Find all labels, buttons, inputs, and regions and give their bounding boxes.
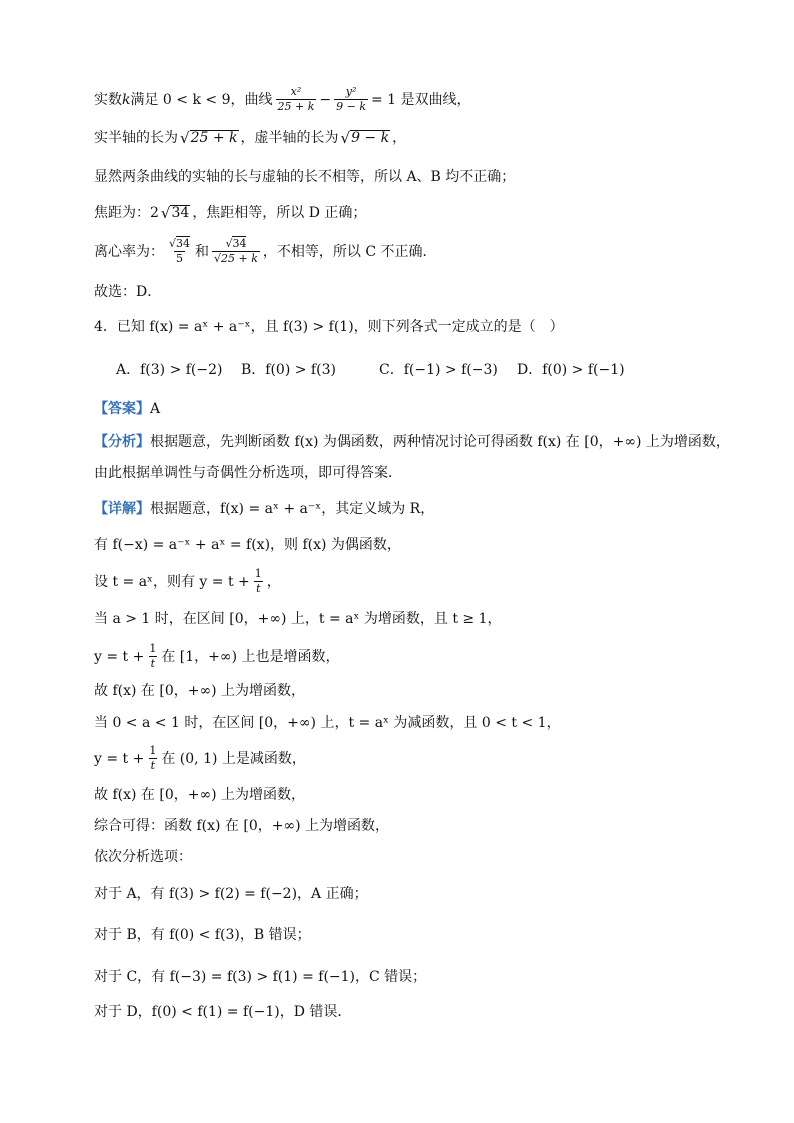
fraction-denominator: √25 + k [214,252,258,266]
detail-line-11 [94,850,192,864]
detail-line-15 [94,1005,351,1019]
detail-text: y = t + [94,648,145,665]
fraction-numerator: √34 [225,237,247,250]
fraction [253,568,264,595]
fraction-denominator: 5 [176,252,183,266]
radicand: 25 + k [190,130,238,146]
analysis-line-2 [94,466,402,480]
text: − [319,91,332,108]
text: 故选：D． [94,284,162,300]
option-d[interactable]: D．f(0) > f(−1) [517,362,625,378]
fraction [167,238,192,265]
detail-text: 当 0 < a < 1 时，在区间 [0，+∞) 上，t = aˣ 为减函数，且 0 < t < 1， [94,715,561,731]
detail-text: 对于 D，f(0) < f(1) = f(−1)，D 错误． [94,1004,352,1020]
detail-text: 故 f(x) 在 [0，+∞) 上为增函数， [94,787,306,803]
text: ，不相等，所以 C 不正确． [262,243,437,260]
text: 实半轴的长为 [94,130,178,147]
detail-line-13 [94,928,311,942]
line-axes-compare [94,170,515,184]
detail-line-5 [94,643,339,670]
detail-text: 对于 C，有 f(−3) = f(3) > f(1) = f(−1)，C 错误； [94,969,427,985]
detail-line-10 [94,819,389,833]
line-focal-distance [94,205,366,221]
detail-text: 对于 B，有 f(0) < f(3)，B 错误； [94,927,311,943]
fraction [147,643,158,670]
fraction-denominator: t [256,582,261,596]
fraction-numerator: 1 [254,567,262,580]
detail-line-6 [94,684,305,698]
fraction-numerator: 1 [149,642,157,655]
radical-sign: √ [160,204,171,223]
text: ，虚半轴的长为 [240,130,339,147]
fraction [212,238,260,265]
question-4 [94,320,564,334]
radicand: 34 [176,237,191,250]
detail-text: 设 t = aˣ，则有 y = t + [94,573,250,590]
option-a[interactable]: A．f(3) > f(−2) [116,362,223,378]
detail-line-14 [94,970,426,984]
square-root [341,130,391,146]
detail-text: 有 f(−x) = a⁻ˣ + aˣ = f(x)，则 f(x) 为偶函数， [94,537,401,553]
square-root [180,130,239,146]
text: 显然两条曲线的实轴的长与虚轴的长不相等，所以 A、B 均不正确； [94,169,516,185]
detail-line-4 [94,612,502,626]
text: 和 [195,243,210,260]
fraction-numerator: √34 [169,237,191,250]
detail-line-1 [94,502,434,516]
fraction-denominator: t [150,657,156,671]
question-text: 4．已知 f(x) = aˣ + a⁻ˣ，且 f(3) > f(1)，则下列各式一定成立的是（ ） [94,319,564,335]
fraction-numerator: 1 [149,744,157,757]
detail-line-2 [94,538,401,552]
analysis-line-1 [94,435,730,449]
text: = 1 是双曲线， [370,91,471,108]
detail-text: 在 [1，+∞) 上也是增函数， [161,648,340,665]
text: 离心率为： [94,243,164,260]
detail-text: 故 f(x) 在 [0，+∞) 上为增函数， [94,683,306,699]
fraction-denominator: 25 + k [277,100,315,114]
fraction [334,86,368,113]
analysis-tag: 【分析】 [94,434,150,450]
detail-text: ， [266,573,281,590]
option-c[interactable]: C．f(−1) > f(−3) [379,362,498,378]
detail-tag: 【详解】 [94,501,150,517]
radicand: 34 [171,205,190,221]
radicand: 25 + k [221,252,258,266]
fraction-numerator: x² [290,85,302,98]
detail-text: 根据题意，f(x) = aˣ + a⁻ˣ，其定义域为 R， [150,501,435,517]
text: 实数 [94,91,122,108]
answer-value: A [150,401,161,417]
line-semi-axes [94,130,406,146]
fraction-denominator: 9 − k [336,100,366,114]
radical-sign: √ [180,129,190,148]
detail-line-3 [94,568,281,595]
analysis-text: 根据题意，先判断函数 f(x) 为偶函数，两种情况讨论可得函数 f(x) 在 [0，+∞) 上为增函数， [150,434,730,450]
math-var: k [122,91,131,108]
detail-line-12 [94,887,368,901]
detail-line-8 [94,745,306,772]
fraction-denominator: t [150,759,156,773]
detail-text: 当 a > 1 时，在区间 [0，+∞) 上，t = aˣ 为增函数，且 t ≥ 1， [94,611,502,627]
line-answer-choice [94,285,161,299]
detail-text: 综合可得：函数 f(x) 在 [0，+∞) 上为增函数， [94,818,390,834]
line-hyperbola-condition [94,86,471,113]
option-b[interactable]: B．f(0) > f(3) [241,362,336,378]
radicand: 34 [232,237,247,250]
detail-text: 依次分析选项： [94,849,192,865]
detail-text: 对于 A，有 f(3) > f(2) = f(−2)，A 正确； [94,886,368,902]
answer-tag: 【答案】 [94,401,150,417]
options-row [116,363,625,377]
detail-text: y = t + [94,750,145,767]
line-eccentricity [94,238,437,265]
detail-text: 在 (0, 1) 上是减函数， [161,750,306,767]
radicand: 9 − k [351,130,390,146]
detail-line-7 [94,716,561,730]
text: ， [392,130,407,147]
text: 满足 0 < k < 9，曲线 [130,91,273,108]
detail-line-9 [94,788,305,802]
radical-sign: √ [340,129,351,148]
fraction [276,86,317,113]
square-root [161,205,190,221]
fraction [147,745,158,772]
answer-line [94,402,160,416]
fraction-numerator: y² [345,85,357,98]
text: 焦距为：2 [94,205,159,222]
analysis-text: 由此根据单调性与奇偶性分析选项，即可得答案． [94,465,402,481]
text: ，焦距相等，所以 D 正确； [192,205,367,222]
